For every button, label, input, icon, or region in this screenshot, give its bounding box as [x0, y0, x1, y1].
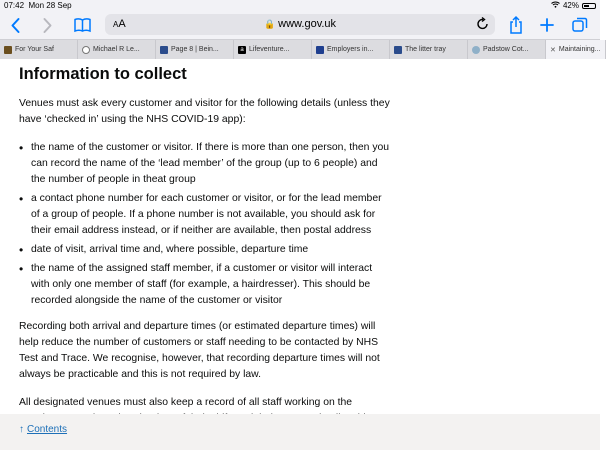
battery-icon [582, 3, 596, 9]
tab-favicon [472, 46, 480, 54]
amazon-icon: a [238, 46, 246, 54]
list-item: • the name of the customer or visitor. If there is more than one person, then you can record the name of the ‘lead member’ of the group (up to 6 people) and the number of people in theat group [19, 140, 391, 188]
status-time: 07:42 Mon 28 Sep [4, 1, 72, 10]
status-right [551, 1, 596, 10]
tab-page-8[interactable]: Page 8 | Bein... [156, 40, 234, 59]
tab-padstow[interactable]: Padstow Cot... [468, 40, 546, 59]
lock-icon: 🔒 [263, 19, 276, 29]
tab-favicon [316, 46, 324, 54]
bookmarks-icon[interactable] [73, 15, 91, 35]
footer-bar [0, 414, 600, 450]
contents-link[interactable]: ↑ Contents [19, 424, 68, 435]
tab-employers[interactable]: Employers in... [312, 40, 390, 59]
address-bar[interactable] [105, 14, 495, 35]
list-item: • the name of the assigned staff member, if a customer or visitor will interact with only one member of staff (for example, a hairdresser). This should be recorded alongside the name of the customer or visitor [19, 261, 391, 309]
page-content [19, 59, 391, 414]
url-display[interactable]: 🔒 www.gov.uk [263, 18, 337, 30]
share-icon[interactable] [508, 15, 524, 35]
close-tab-icon[interactable]: ✕ [550, 46, 556, 54]
tab-favicon [160, 46, 168, 54]
tab-favicon [4, 46, 12, 54]
wifi-icon [551, 1, 560, 10]
tab-bar [0, 39, 600, 59]
reader-aa-button[interactable]: AA [113, 18, 126, 30]
intro-paragraph: Venues must ask every customer and visitor for the following details (unless they have ‘checked in’ using the NHS COVID-19 app): [19, 98, 390, 125]
details-list [19, 140, 391, 309]
staff-records-paragraph: All designated venues must also keep a record of all staff working on the [19, 397, 353, 408]
reload-icon[interactable] [477, 17, 489, 33]
up-arrow-icon: ↑ [19, 424, 24, 435]
tab-lifeventure[interactable]: a Lifeventure... [234, 40, 312, 59]
departure-times-paragraph: Recording both arrival and departure times (or estimated departure times) will help reduce the number of customers or staff needing to be contacted by NHS Test and Trace. We recognise, however, that recording departure times will not always be practicable and this is not required by law. [19, 321, 380, 380]
list-item: • date of visit, arrival time and, where possible, departure time [19, 242, 391, 258]
browser-toolbar [0, 11, 600, 39]
status-bar [0, 0, 600, 11]
section-heading: Information to collect [19, 65, 187, 83]
back-icon[interactable] [8, 15, 22, 35]
list-item: • a contact phone number for each customer or visitor, or for the lead member of a group of people. If a phone number is not available, you should ask for their email address instead, or if neither are available, then postal address [19, 191, 391, 239]
new-tab-icon[interactable] [539, 15, 555, 35]
tabs-overview-icon[interactable] [571, 15, 589, 35]
tab-maintaining[interactable]: ✕ Maintaining... [546, 40, 606, 59]
tab-favicon [82, 46, 90, 54]
tab-for-your-safety[interactable]: For Your Saf [0, 40, 78, 59]
tab-litter-tray[interactable]: The litter tray [390, 40, 468, 59]
tab-favicon [394, 46, 402, 54]
battery-percent: 42% [562, 1, 579, 10]
tab-michael-r[interactable]: Michael R Le... [78, 40, 156, 59]
forward-icon[interactable] [40, 15, 54, 35]
